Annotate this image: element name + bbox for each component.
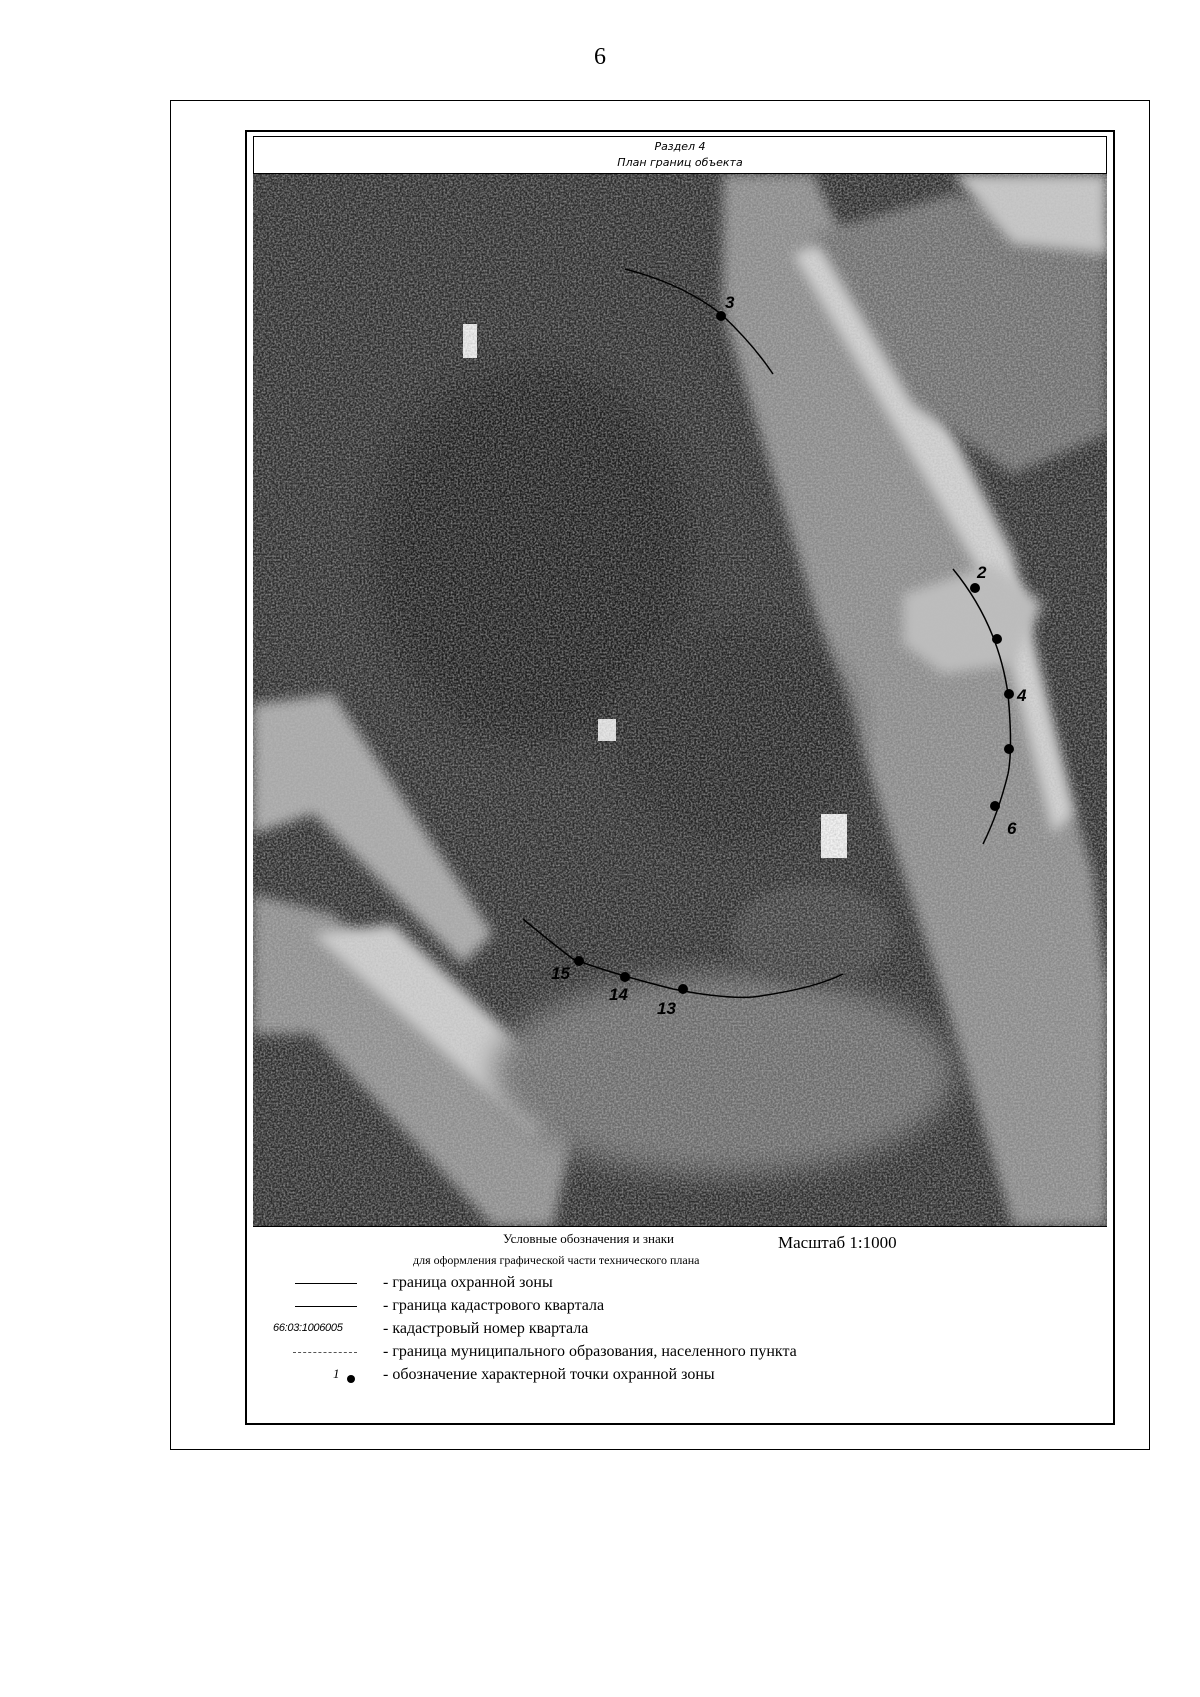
legend-item-text: - граница охранной зоны (383, 1274, 553, 1291)
legend-subheading: для оформления графической части технического плана (413, 1253, 700, 1267)
map-grain (253, 174, 1107, 1226)
legend-item-municipal-boundary (273, 1342, 1093, 1364)
page-number: 6 (594, 44, 606, 70)
zone-point-2-label: 2 (977, 563, 987, 582)
legend-item-characteristic-point (273, 1365, 1093, 1387)
zone-point-6 (990, 801, 1000, 811)
point-symbol-label: 1 (333, 1366, 340, 1381)
zone-point-6-label: 6 (1007, 819, 1017, 838)
aerial-map-canvas (253, 174, 1107, 1226)
aerial-map (253, 174, 1107, 1226)
zone-point-3 (716, 311, 726, 321)
zone-point-3-label: 3 (725, 293, 735, 312)
legend-item-text: - обозначение характерной точки охранной зоны (383, 1366, 715, 1383)
plan-frame (245, 130, 1115, 1425)
section-subtitle: План границ объекта (617, 156, 743, 169)
zone-point-14 (620, 972, 630, 982)
legend-item-text: - граница кадастрового квартала (383, 1297, 605, 1314)
legend (253, 1226, 1107, 1419)
zone-point-2 (970, 583, 980, 593)
legend-item-text: - кадастровый номер квартала (383, 1320, 589, 1337)
point-dot-icon (347, 1375, 355, 1383)
characteristic-point-symbol (273, 1365, 363, 1387)
zone-point (1004, 744, 1014, 754)
cadastral-number-code: 66:03:1006005 (273, 1322, 343, 1334)
cadastral-boundary-symbol (273, 1296, 363, 1318)
cadastral-number-symbol (273, 1319, 363, 1341)
legend-item-zone-boundary (273, 1273, 1093, 1295)
legend-item-cadastral-number (273, 1319, 1093, 1341)
zone-point-15-label: 15 (551, 964, 570, 983)
zone-boundary-symbol (273, 1273, 363, 1295)
legend-heading: Условные обозначения и знаки (503, 1231, 674, 1246)
zone-point-14-label: 14 (609, 985, 628, 1004)
municipal-boundary-symbol (273, 1342, 363, 1364)
scale-label: Масштаб 1:1000 (778, 1233, 897, 1252)
zone-point (992, 634, 1002, 644)
zone-point-4 (1004, 689, 1014, 699)
zone-point-4-label: 4 (1017, 686, 1027, 705)
section-title-box (253, 136, 1107, 174)
legend-item-text: - граница муниципального образования, населенного пункта (383, 1343, 797, 1360)
legend-item-cadastral-boundary (273, 1296, 1093, 1318)
zone-point-13-label: 13 (657, 999, 676, 1018)
zone-point-13 (678, 984, 688, 994)
zone-point-15 (574, 956, 584, 966)
section-title: Раздел 4 (654, 140, 706, 153)
